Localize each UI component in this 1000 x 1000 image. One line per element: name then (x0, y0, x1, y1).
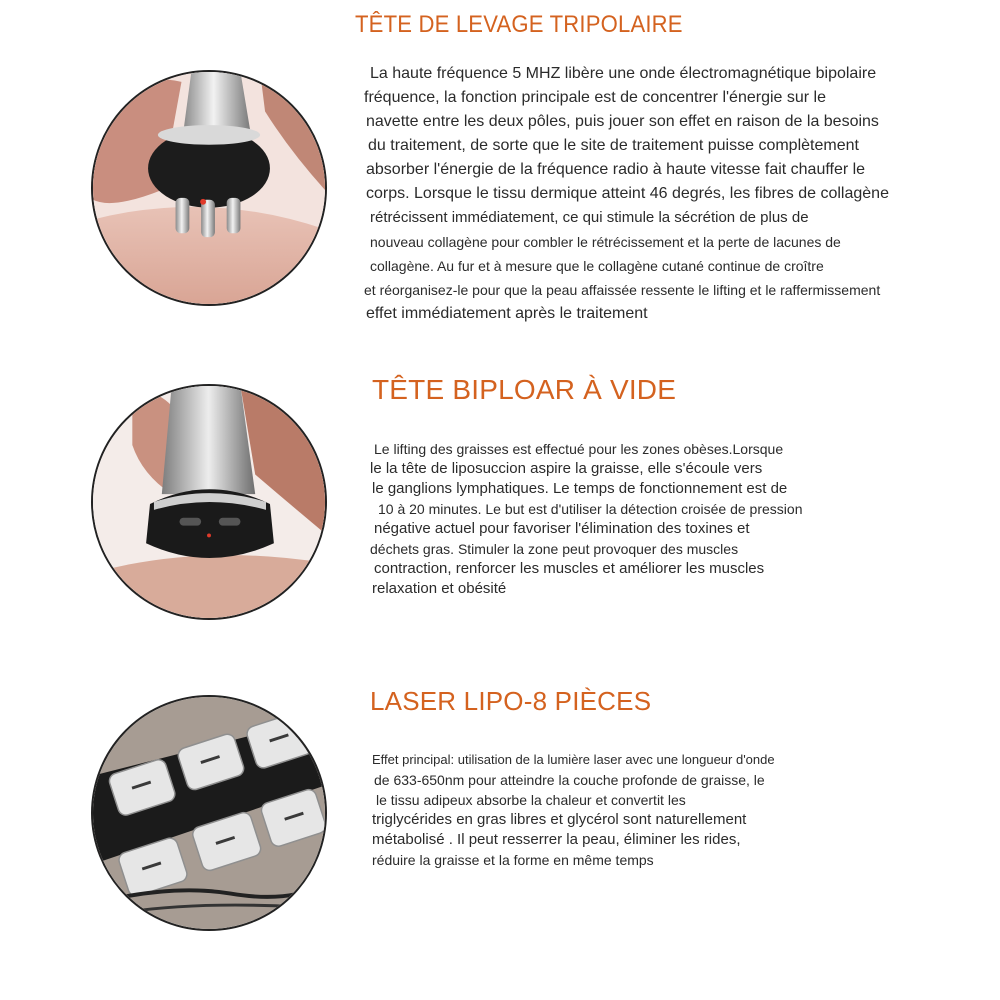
description-line: Effet principal: utilisation de la lumière laser avec une longueur d'onde (372, 752, 775, 767)
description-line: nouveau collagène pour combler le rétrécissement et la perte de lacunes de (370, 234, 841, 250)
tripolar-rf-head-illustration (93, 72, 325, 304)
description-line: Le lifting des graisses est effectué pour les zones obèses.Lorsque (374, 441, 784, 457)
description-line: collagène. Au fur et à mesure que le collagène cutané continue de croître (370, 258, 824, 274)
description-line: relaxation et obésité (372, 580, 507, 597)
section-description (372, 750, 775, 870)
lipo-laser-pads-illustration (93, 697, 325, 929)
description-line: effet immédiatement après le traitement (366, 305, 648, 322)
description-line: navette entre les deux pôles, puis jouer son effet en raison de la besoins (366, 113, 879, 130)
description-line: le ganglions lymphatiques. Le temps de fonctionnement est de (372, 480, 788, 497)
description-line: rétrécissent immédiatement, ce qui stimule la sécrétion de plus de (370, 209, 809, 226)
bipolar-vacuum-head-illustration (93, 386, 325, 618)
description-line: réduire la graisse et la forme en même temps (372, 852, 654, 868)
section-tripolar-head (0, 0, 1000, 340)
lipo-laser-pads-photo (91, 695, 327, 931)
section-description (364, 62, 889, 326)
description-line: absorber l'énergie de la fréquence radio à haute vitesse fait chauffer le (366, 161, 866, 178)
description-line: le tissu adipeux absorbe la chaleur et convertit les (376, 792, 686, 808)
description-line: et réorganisez-le pour que la peau affaissée ressente le lifting et le raffermissement (364, 282, 881, 298)
bipolar-vacuum-head-photo (91, 384, 327, 620)
description-line: le la tête de liposuccion aspire la graisse, elle s'écoule vers (370, 460, 763, 477)
section-laser-lipo (0, 670, 1000, 970)
description-line: corps. Lorsque le tissu dermique atteint 46 degrés, les fibres de collagène (366, 185, 889, 202)
description-line: déchets gras. Stimuler la zone peut provoquer des muscles (370, 541, 739, 557)
description-line: négative actuel pour favoriser l'élimination des toxines et (374, 520, 750, 537)
tripolar-rf-head-photo (91, 70, 327, 306)
description-line: 10 à 20 minutes. Le but est d'utiliser la détection croisée de pression (378, 501, 803, 517)
description-line: triglycérides en gras libres et glycérol sont naturellement (372, 811, 747, 828)
section-title: LASER LIPO-8 PIÈCES (370, 686, 652, 716)
description-line: métabolisé . Il peut resserrer la peau, éliminer les rides, (372, 831, 741, 848)
description-line: contraction, renforcer les muscles et améliorer les muscles (374, 560, 765, 577)
section-title: TÊTE BIPLOAR À VIDE (372, 374, 677, 405)
description-line: de 633-650nm pour atteindre la couche profonde de graisse, le (374, 772, 765, 788)
section-description (370, 439, 802, 599)
description-line: La haute fréquence 5 MHZ libère une onde électromagnétique bipolaire (370, 65, 877, 82)
section-title: TÊTE DE LEVAGE TRIPOLAIRE (355, 11, 683, 38)
section-bipolar-vacuum-head (0, 360, 1000, 640)
description-line: fréquence, la fonction principale est de concentrer l'énergie sur le (364, 89, 826, 106)
description-line: du traitement, de sorte que le site de traitement puisse complètement (368, 137, 859, 154)
